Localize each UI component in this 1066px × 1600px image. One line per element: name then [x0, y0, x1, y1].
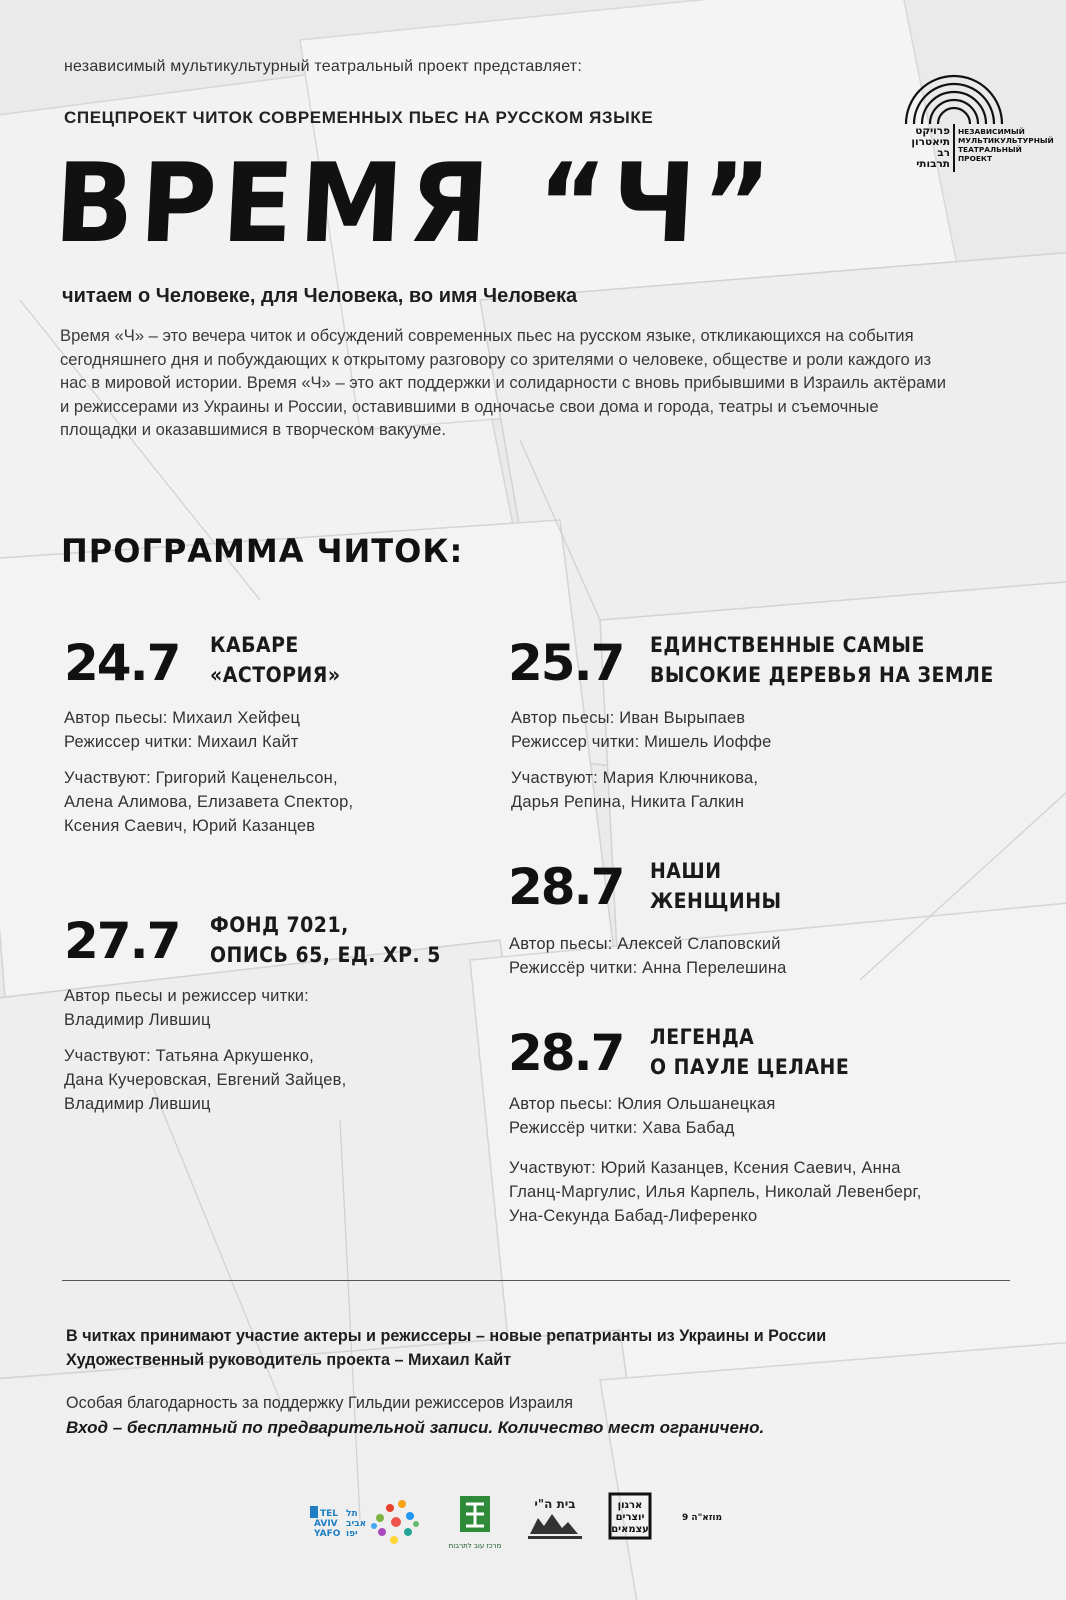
- event-title: ЕДИНСТВЕННЫЕ САМЫЕ ВЫСОКИЕ ДЕРЕВЬЯ НА ЗЕМЛЕ: [650, 633, 994, 687]
- intro-line: независимый мультикультурный театральный проект представляет:: [64, 58, 582, 75]
- svg-text:יפו: יפו: [346, 1529, 358, 1539]
- program-heading: ПРОГРАММА ЧИТОК:: [61, 532, 464, 570]
- tagline: читаем о Человеке, для Человека, во имя Человека: [62, 285, 578, 307]
- event-title: ФОНД 7021, ОПИСЬ 65, ЕД. ХР. 5: [210, 913, 441, 967]
- svg-text:בית ה"י: בית ה"י: [534, 1497, 576, 1511]
- svg-text:מרכז עוב לתרבות: מרכז עוב לתרבות: [448, 1542, 502, 1550]
- main-title: ВРЕМЯ “Ч”: [51, 138, 780, 268]
- sponsor-logos: [310, 1494, 730, 1558]
- svg-text:אביב: אביב: [346, 1519, 367, 1529]
- footer-line-2: Художественный руководитель проекта – Михаил Кайт: [66, 1351, 512, 1369]
- project-description: Время «Ч» – это вечера читок и обсуждений современных пьес на русском языке, откликающихся на события сегодняшнего дня и побуждающих к открытому разговору со зрителями о человеке, обществе и роли каждого из нас в мировой истории. Время «Ч» – это акт поддержки и солидарности с вновь прибывшими в Израиль актёрами и режиссерами из Украины и России, оставившими в одночасье свои дома и города, театры и съемочные площадки и оказавшимися в творческом вакууме.: [60, 326, 946, 439]
- project-logo: [900, 64, 1054, 174]
- event-credits: Автор пьесы: Алексей Слаповский Режиссёр читки: Анна Перелешина: [509, 935, 787, 977]
- tel-aviv-logo: [310, 1500, 419, 1544]
- event-credits: Автор пьесы: Михаил Хейфец Режиссер читки: Михаил Кайт: [64, 709, 301, 751]
- event-date: 27.7: [64, 912, 180, 970]
- event-date: 28.7: [508, 858, 624, 916]
- svg-text:TEL: TEL: [320, 1509, 339, 1519]
- footer-line-1: В читках принимают участие актеры и режиссеры – новые репатрианты из Украины и России: [66, 1327, 827, 1345]
- svg-text:מוזא"ה 9: מוזא"ה 9: [682, 1513, 723, 1523]
- event-cast: Участвуют: Григорий Каценельсон, Алена Алимова, Елизавета Спектор, Ксения Саевич, Юрий Казанцев: [64, 769, 354, 835]
- svg-text:עצמאים: עצמאים: [611, 1524, 649, 1535]
- logo-he-1: פרויקט: [915, 125, 950, 137]
- event-cast: Участвуют: Юрий Казанцев, Ксения Саевич, Анна Гланц-Маргулис, Илья Карпель, Николай Левенберг, Уна-Секунда Бабад-Лиференко: [509, 1159, 922, 1225]
- beit-logo: [528, 1497, 582, 1539]
- footer-participants: [66, 1324, 826, 1372]
- divider: [62, 1280, 1010, 1281]
- event-cast: Участвуют: Татьяна Аркушенко, Дана Кучеровская, Евгений Зайцев, Владимир Лившиц: [64, 1047, 347, 1113]
- event-date: 24.7: [64, 634, 180, 692]
- svg-text:ארגון: ארגון: [617, 1500, 643, 1511]
- event-title: НАШИ ЖЕНЩИНЫ: [650, 859, 782, 913]
- project-subtitle: СПЕЦПРОЕКТ ЧИТОК СОВРЕМЕННЫХ ПЬЕС НА РУССКОМ ЯЗЫКЕ: [64, 108, 654, 127]
- footer-thanks: Особая благодарность за поддержку Гильдии режиссеров Израиля: [66, 1394, 574, 1412]
- event-credits: Автор пьесы: Иван Вырыпаев Режиссер читки: Мишель Иоффе: [511, 709, 772, 751]
- event-title: КАБАРЕ «АСТОРИЯ»: [210, 633, 341, 687]
- event-credits: Автор пьесы и режиссер читки: Владимир Лившиц: [64, 987, 309, 1029]
- logo-he-2: תיאטרון: [911, 136, 950, 148]
- org-logo: [610, 1494, 650, 1538]
- logo-he-4: תרבותי: [916, 158, 950, 170]
- event-date: 28.7: [508, 1024, 624, 1082]
- svg-text:AVIV: AVIV: [314, 1519, 338, 1529]
- event-cast: Участвуют: Мария Ключникова, Дарья Репина, Никита Галкин: [511, 769, 759, 811]
- event-date: 25.7: [508, 634, 624, 692]
- svg-text:YAFO: YAFO: [314, 1529, 341, 1539]
- logo-ru-4: ПРОЕКТ: [958, 154, 993, 163]
- muzeh-logo: [682, 1513, 722, 1523]
- logo-ru-2: МУЛЬТИКУЛЬТУРНЫЙ: [958, 136, 1054, 145]
- culture-center-logo: [449, 1496, 502, 1550]
- logo-ru-1: НЕЗАВИСИМЫЙ: [958, 127, 1025, 136]
- logo-ru-3: ТЕАТРАЛЬНЫЙ: [958, 145, 1022, 154]
- footer-entry: Вход – бесплатный по предварительной записи. Количество мест ограничено.: [66, 1418, 765, 1437]
- svg-text:תל: תל: [346, 1509, 358, 1519]
- event-title: ЛЕГЕНДА О ПАУЛЕ ЦЕЛАНЕ: [650, 1025, 850, 1079]
- svg-text:יוצרים: יוצרים: [615, 1512, 645, 1523]
- event-credits: Автор пьесы: Юлия Ольшанецкая Режиссёр читки: Хава Бабад: [509, 1095, 776, 1137]
- logo-he-3: רב: [937, 147, 950, 159]
